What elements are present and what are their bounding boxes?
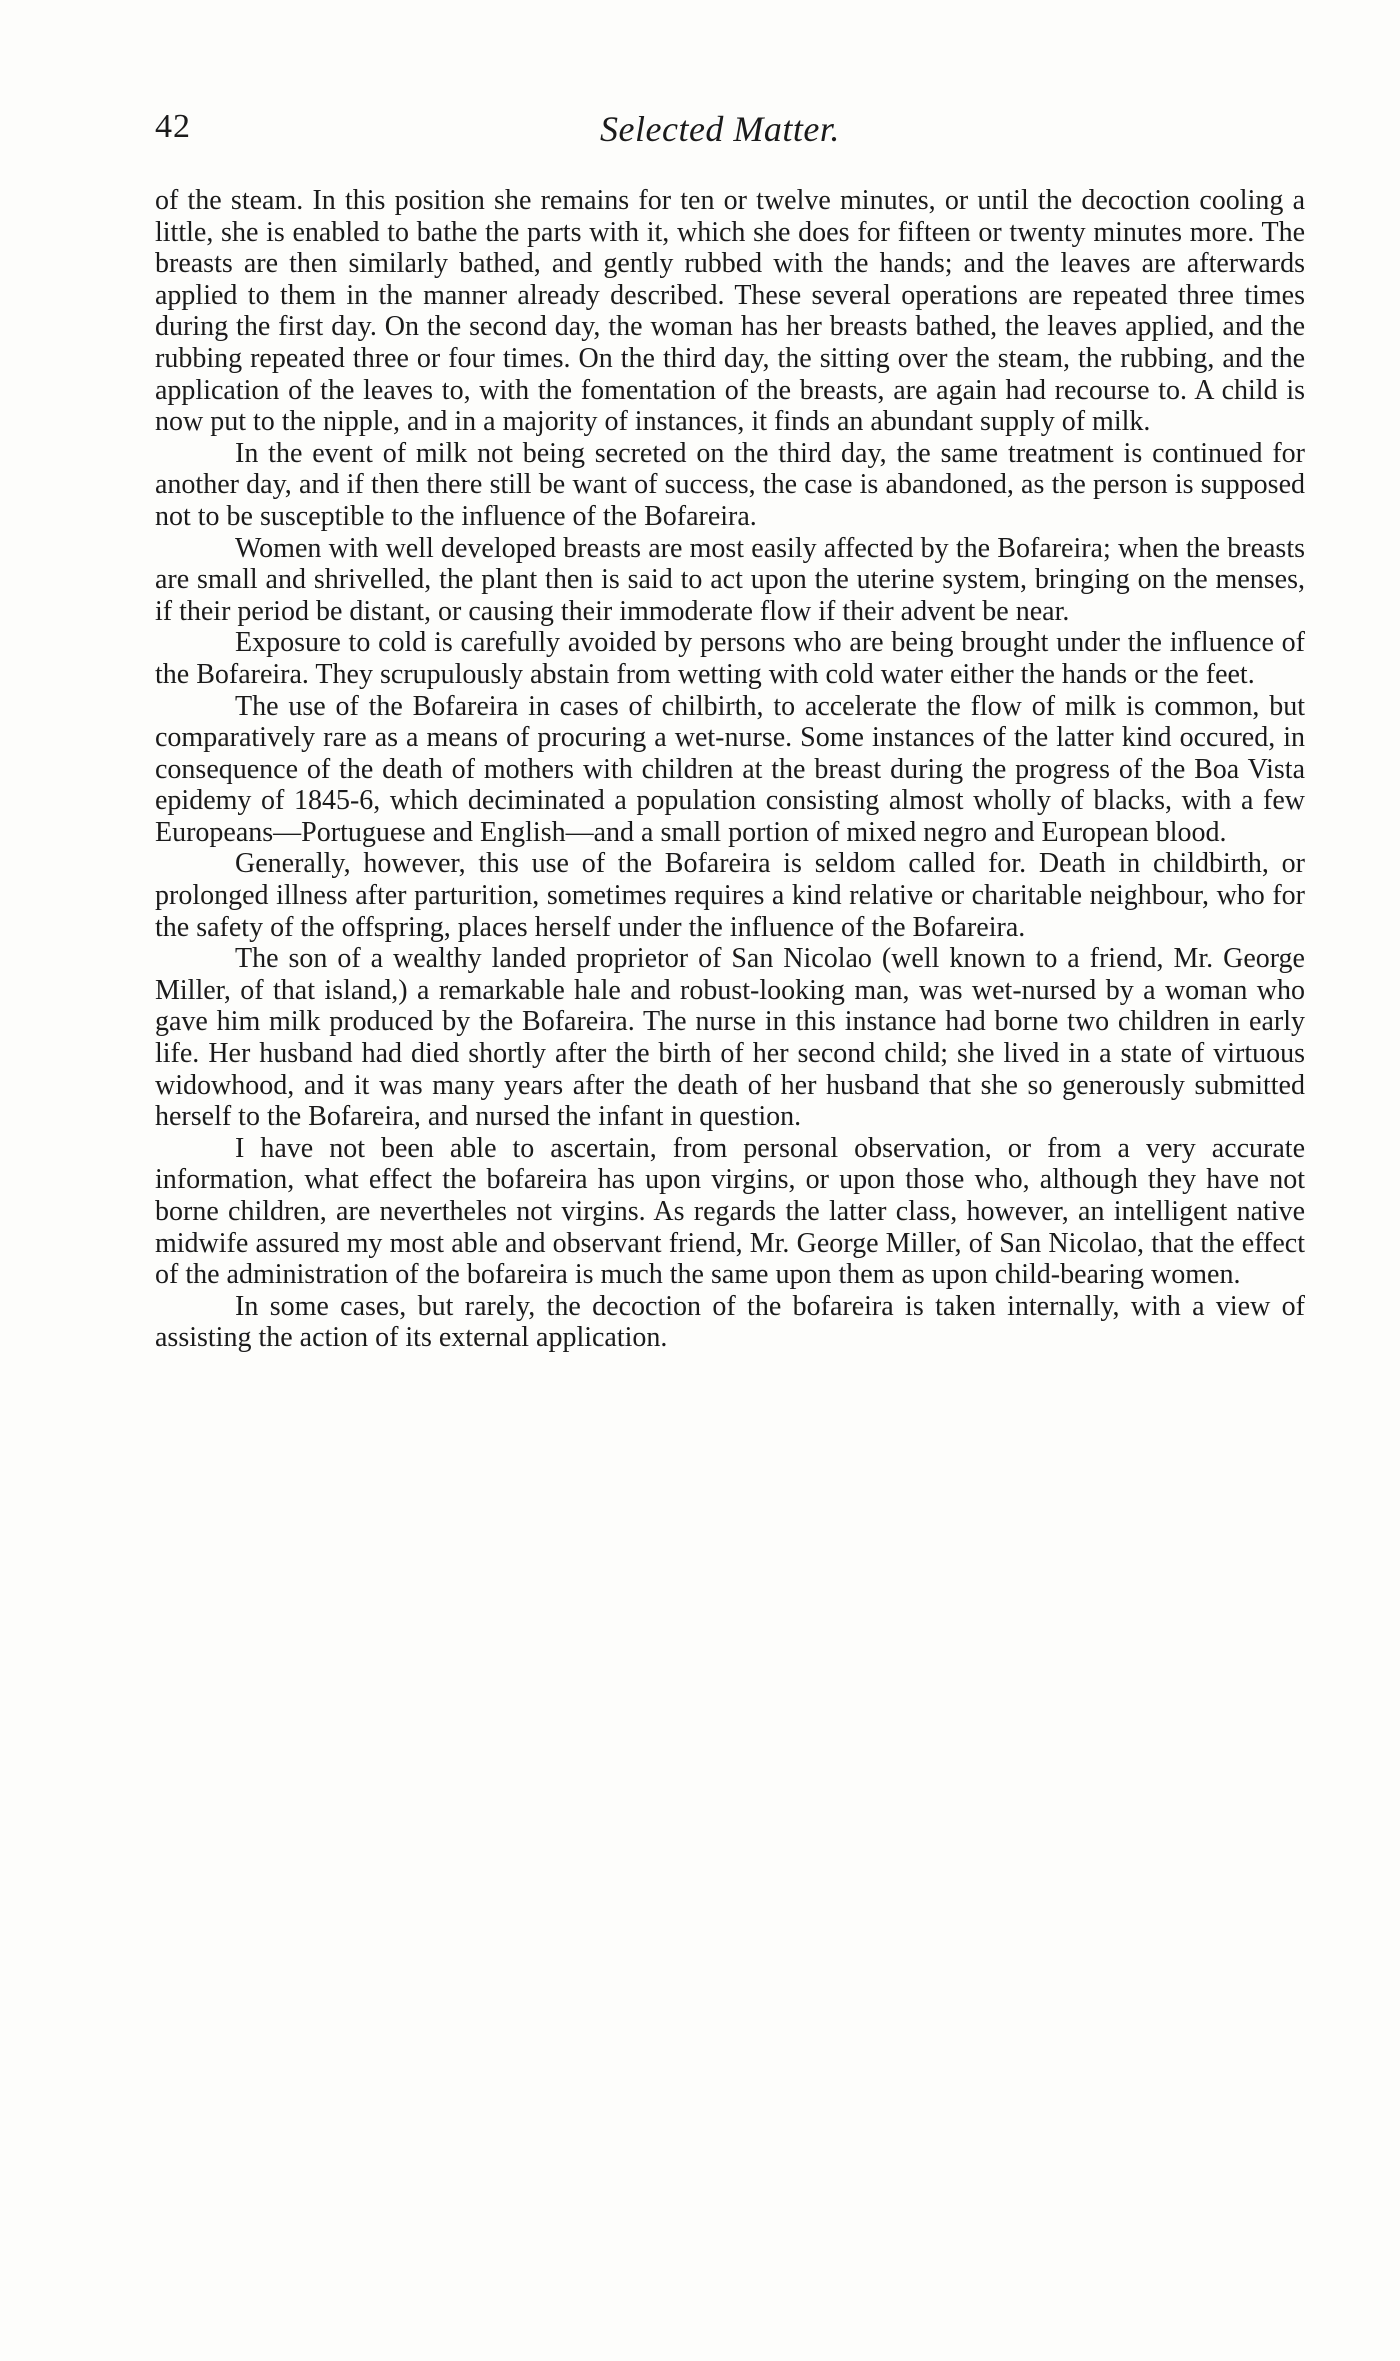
- paragraph: The son of a wealthy landed proprietor of San Nicolao (well known to a friend, Mr. George Miller, of that island,) a remarkable hale and robust-looking man, was wet-nursed by a woman who gave him milk produced by the Bofareira. The nurse in this instance had borne two children in early life. Her husband had died shortly after the birth of her second child; she lived in a state of virtuous widowhood, and it was many years after the death of her husband that she so generously submitted herself to the Bofareira, and nursed the infant in question.: [155, 943, 1305, 1133]
- paragraph: I have not been able to ascertain, from personal observation, or from a very accurate information, what effect the bofareira has upon virgins, or upon those who, although they have not borne children, are nevertheles not virgins. As regards the latter class, however, an intelligent native midwife assured my most able and observant friend, Mr. George Miller, of San Nicolao, that the effect of the administration of the bofareira is much the same upon them as upon child-bearing women.: [155, 1132, 1305, 1291]
- paragraph: Exposure to cold is carefully avoided by persons who are being brought under the influence of the Bofareira. They scrupulously abstain from wetting with cold water either the hands or the feet.: [155, 627, 1305, 690]
- paragraph: of the steam. In this position she remains for ten or twelve minutes, or until the decoction cooling a little, she is enabled to bathe the parts with it, which she does for fifteen or twenty minutes more. The breasts are then similarly bathed, and gently rubbed with the hands; and the leaves are afterwards applied to them in the manner already described. These several operations are repeated three times during the first day. On the second day, the woman has her breasts bathed, the leaves applied, and the rubbing repeated three or four times. On the third day, the sitting over the steam, the rubbing, and the application of the leaves to, with the fomentation of the breasts, are again had recourse to. A child is now put to the nipple, and in a majority of instances, it finds an abundant supply of milk.: [155, 185, 1305, 438]
- body-text: [155, 185, 1305, 1354]
- running-head: [155, 108, 1305, 158]
- paragraph: In some cases, but rarely, the decoction of the bofareira is taken internally, with a view of assisting the action of its external application.: [155, 1290, 1305, 1354]
- page-number: 42: [155, 108, 191, 145]
- paragraph: Generally, however, this use of the Bofareira is seldom called for. Death in childbirth, or prolonged illness after parturition, sometimes requires a kind relative or charitable neighbour, who for the safety of the offspring, places herself under the influence of the Bofareira.: [155, 848, 1305, 943]
- paragraph: The use of the Bofareira in cases of chilbirth, to accelerate the flow of milk is common, but comparatively rare as a means of procuring a wet-nurse. Some instances of the latter kind occured, in consequence of the death of mothers with children at the breast during the progress of the Boa Vista epidemy of 1845-6, which deciminated a population consisting almost wholly of blacks, with a few Europeans—Portuguese and English—and a small portion of mixed negro and European blood.: [155, 690, 1305, 848]
- paragraph: Women with well developed breasts are most easily affected by the Bofareira; when the breasts are small and shrivelled, the plant then is said to act upon the uterine system, bringing on the menses, if their period be distant, or causing their immoderate flow if their advent be near.: [155, 532, 1305, 627]
- paragraph: In the event of milk not being secreted on the third day, the same treatment is continued for another day, and if then there still be want of success, the case is abandoned, as the person is supposed not to be susceptible to the influence of the Bofareira.: [155, 437, 1305, 532]
- running-title: Selected Matter.: [600, 109, 840, 149]
